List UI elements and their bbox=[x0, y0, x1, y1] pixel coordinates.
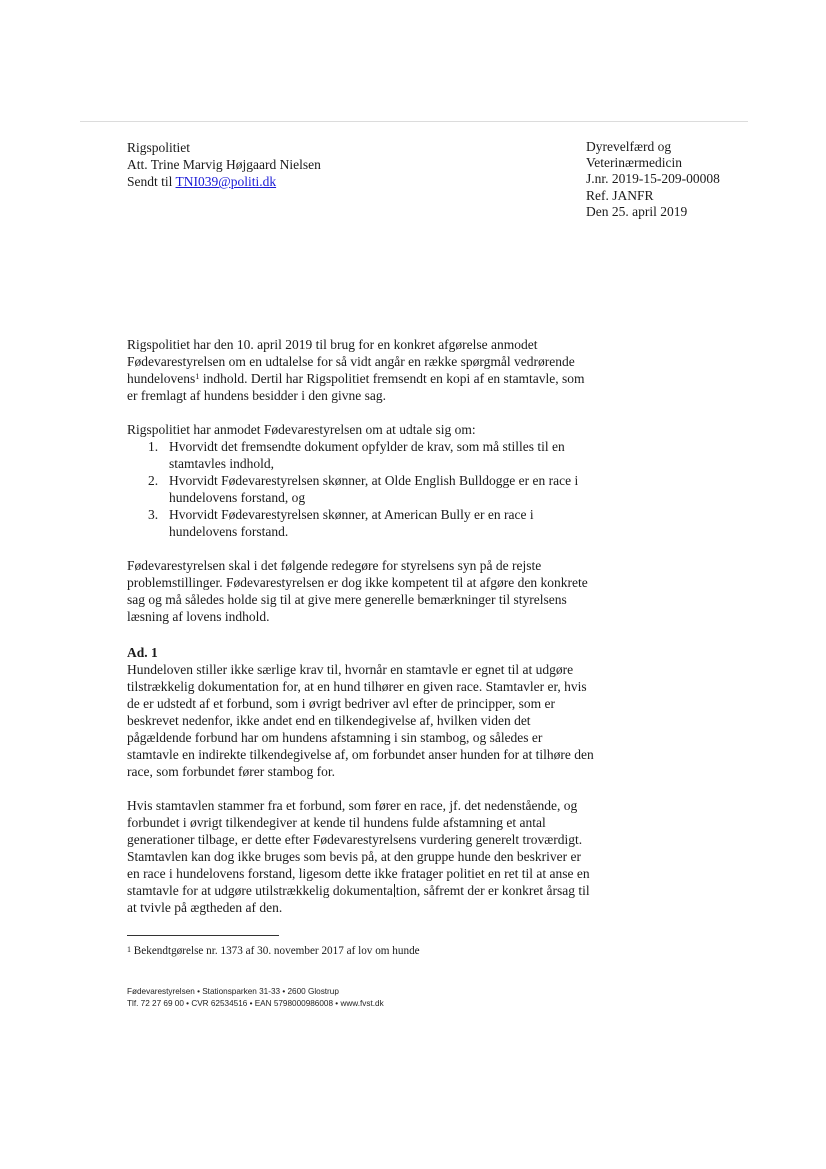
intro-text-a: Rigspolitiet har den 10. april 2019 til brug for en konkret afgørelse anmodet Fødevarestyrelsen om en udtalelse for så vidt angår en række spørgmål vedrørende hundelovens bbox=[127, 337, 575, 386]
recipient-name: Rigspolitiet bbox=[127, 140, 191, 155]
header-divider bbox=[80, 121, 748, 122]
recipient-attention: Att. Trine Marvig Højgaard Nielsen bbox=[127, 157, 321, 172]
question-item bbox=[127, 438, 597, 472]
request-lead: Rigspolitiet har anmodet Fødevarestyrelsen om at udtale sig om: bbox=[127, 422, 476, 437]
footer-address: Fødevarestyrelsen • Stationsparken 31-33 • 2600 Glostrup bbox=[127, 987, 339, 996]
question-number: 1. bbox=[148, 439, 159, 454]
footnote-text: Bekendtgørelse nr. 1373 af 30. november 2017 af lov om hunde bbox=[131, 945, 420, 957]
question-item bbox=[127, 472, 597, 506]
page-footer bbox=[127, 986, 384, 1010]
section-heading: Ad. 1 bbox=[127, 645, 158, 660]
letter-date: Den 25. april 2019 bbox=[586, 203, 688, 219]
text-cursor bbox=[394, 884, 395, 897]
footer-contact: Tlf. 72 27 69 00 • CVR 62534516 • EAN 5798000986008 • www.fvst.dk bbox=[127, 999, 384, 1008]
footnote-divider bbox=[127, 935, 279, 936]
question-text: Hvorvidt det fremsendte dokument opfylder de krav, som må stilles til en stamtavles indhold, bbox=[169, 439, 565, 471]
footnote bbox=[127, 944, 420, 958]
question-text: Hvorvidt Fødevarestyrelsen skønner, at Olde English Bulldogge er en race i hundelovens forstand, og bbox=[169, 473, 579, 505]
sender-block bbox=[586, 139, 720, 220]
intro-text-b: indhold. Dertil har Rigspolitiet fremsendt en kopi af en stamtavle, som er fremlagt af hundens besidder i den givne sag. bbox=[127, 371, 585, 403]
section-paragraph-1: Hundeloven stiller ikke særlige krav til, hvornår en stamtavle er egnet til at udgøre tilstrækkelig dokumentation for, at en hund tilhører en given race. Stamtavler er, hvis de er udstedt af et forbund, som i øvrigt bedriver avl efter de principper, som er beskrevet nedenfor, ikke andet end en tilkendegivelse af, hvilken viden det pågældende forbund har om hundens afstamning i sin stambog, og således er stamtavle en indirekte tilkendegivelse af, om forbundet anser hunden for at tilhøre den race, som forbundet fører stambog for. bbox=[127, 662, 594, 779]
footnote-ref[interactable]: 1 bbox=[195, 371, 200, 381]
section-paragraph-2 bbox=[127, 797, 597, 916]
letter-body bbox=[127, 336, 597, 916]
sender-department-line1: Dyrevelfærd og bbox=[586, 139, 672, 154]
paragraph-2-text-a: Hvis stamtavlen stammer fra et forbund, som fører en race, jf. det nedenstående, og forbundet i øvrigt tilkendegiver at kende til hundens fulde afstamning et antal generationer tilbage, er dette efter Fødevarestyrelsens vurdering generelt troværdigt. Stamtavlen kan dog ikke bruges som bevis på, at den gruppe hunde den beskriver er en race i hundelovens forstand, ligesom dette ikke fratager politiet en ret til at anse en stamtavle for at udgøre utilstrækkelig dokumenta bbox=[127, 798, 590, 898]
reference: Ref. JANFR bbox=[586, 187, 654, 203]
sender-department-line2: Veterinærmedicin bbox=[586, 155, 682, 171]
footnote-marker: 1 bbox=[127, 945, 131, 954]
intro-paragraph bbox=[127, 336, 597, 404]
recipient-sent-to bbox=[127, 173, 321, 190]
sent-to-label: Sendt til bbox=[127, 174, 173, 189]
question-number: 2. bbox=[148, 473, 159, 488]
paragraph-2-text-b: tion, såfremt der er konkret årsag til at tvivle på ægtheden af den. bbox=[127, 883, 590, 915]
question-list bbox=[127, 438, 597, 540]
journal-number: J.nr. 2019-15-209-00008 bbox=[586, 171, 720, 187]
recipient-block bbox=[127, 139, 321, 190]
question-number: 3. bbox=[148, 507, 159, 522]
question-item bbox=[127, 506, 597, 540]
scope-paragraph: Fødevarestyrelsen skal i det følgende redegøre for styrelsens syn på de rejste problemstillinger. Fødevarestyrelsen er dog ikke kompetent til at afgøre den konkrete sag og må således holde sig til at give mere generelle bemærkninger til styrelsens læsning af lovens indhold. bbox=[127, 558, 588, 624]
question-text: Hvorvidt Fødevarestyrelsen skønner, at American Bully er en race i hundelovens forstand. bbox=[169, 507, 534, 539]
recipient-email-link[interactable]: TNI039@politi.dk bbox=[175, 174, 277, 189]
